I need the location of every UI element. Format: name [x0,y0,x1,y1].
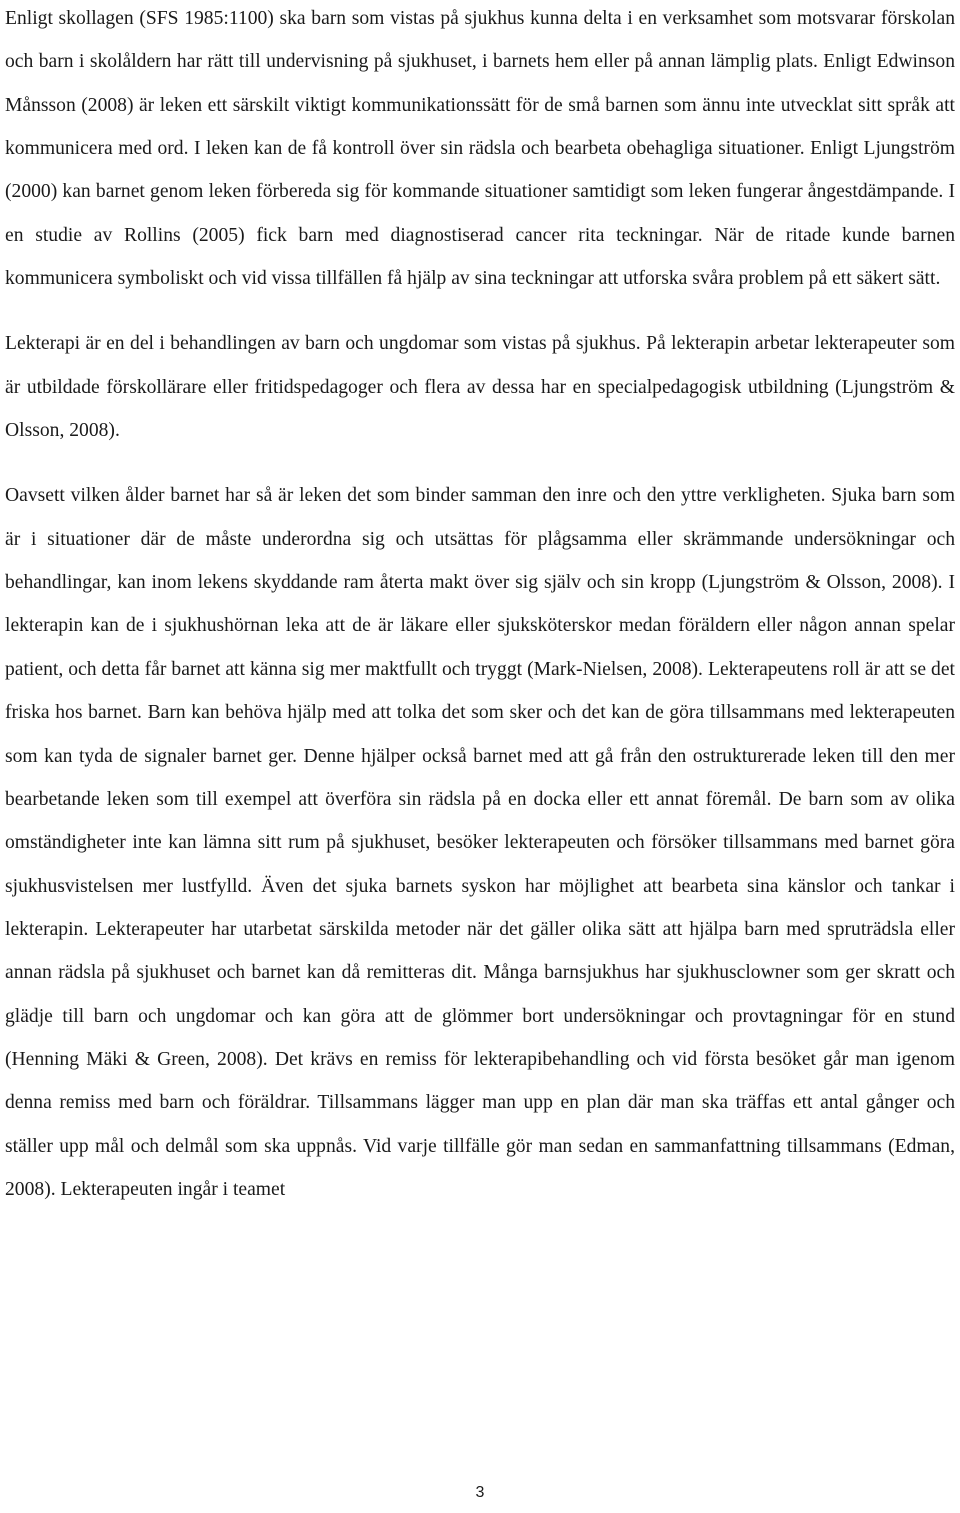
page-number: 3 [475,1484,485,1501]
paragraph-2: Lekterapi är en del i behandlingen av barn och ungdomar som vistas på sjukhus. På lekterapin arbetar lekterapeuter som är utbildade förskollärare eller fritidspedagoger och flera av dessa har en specialpedagogisk utbildning (Ljungström & Olsson, 2008). [5,333,955,442]
document-page [5,0,955,1513]
paragraph-3: Oavsett vilken ålder barnet har så är leken det som binder samman den inre och den yttre verkligheten. Sjuka barn som är i situationer där de måste underordna sig och utsättas för plågsamma eller skrämmande undersökningar och behandlingar, kan inom lekens skyddande ram återta makt över sig själv och sin kropp (Ljungström & Olsson, 2008). I lekterapin kan de i sjukhushörnan leka att de är läkare eller sjuksköterskor medan föräldern eller någon annan spelar patient, och detta får barnet att känna sig mer maktfullt och tryggt (Mark-Nielsen, 2008). Lekterapeutens roll är att se det friska hos barnet. Barn kan behöva hjälp med att tolka det som sker och det kan de göra tillsammans med lekterapeuten som kan tyda de signaler barnet ger. Denne hjälper också barnet med att gå från den ostrukturerade leken till den mer bearbetande leken som till exempel att överföra sin rädsla på en docka eller ett annat föremål. De barn som av olika omständigheter inte kan lämna sitt rum på sjukhuset, besöker lekterapeuten och försöker tillsammans med barnet göra sjukhusvistelsen mer lustfylld. Även det sjuka barnets syskon har möjlighet att bearbeta sina känslor och tankar i lekterapin. Lekterapeuter har utarbetat särskilda metoder när det gäller olika sätt att hjälpa barn med spruträdsla eller annan rädsla på sjukhuset och barnet kan då remitteras dit. Många barnsjukhus har sjukhusclowner som ger skratt och glädje till barn och ungdomar och kan göra att de glömmer bort undersökningar och provtagningar för en stund (Henning Mäki & Green, 2008). Det krävs en remiss för lekterapibehandling och vid första besöket går man igenom denna remiss med barn och föräldrar. Tillsammans lägger man upp en plan där man ska träffas ett antal gånger och ställer upp mål och delmål som ska uppnås. Vid varje tillfälle gör man sedan en sammanfattning tillsammans (Edman, 2008). Lekterapeuten ingår i teamet [5,485,955,1200]
paragraph-1: Enligt skollagen (SFS 1985:1100) ska barn som vistas på sjukhus kunna delta i en verksamhet som motsvarar förskolan och barn i skolåldern har rätt till undervisning på sjukhuset, i barnets hem eller på annan lämplig plats. Enligt Edwinson Månsson (2008) är leken ett särskilt viktigt kommunikationssätt för de små barnen som ännu inte utvecklat sitt språk att kommunicera med ord. I leken kan de få kontroll över sin rädsla och bearbeta obehagliga situationer. Enligt Ljungström (2000) kan barnet genom leken förbereda sig för kommande situationer samtidigt som leken fungerar ångestdämpande. I en studie av Rollins (2005) fick barn med diagnostiserad cancer rita teckningar. När de ritade kunde barnen kommunicera symboliskt och vid vissa tillfällen få hjälp av sina teckningar att utforska svåra problem på ett säkert sätt. [5,8,955,290]
